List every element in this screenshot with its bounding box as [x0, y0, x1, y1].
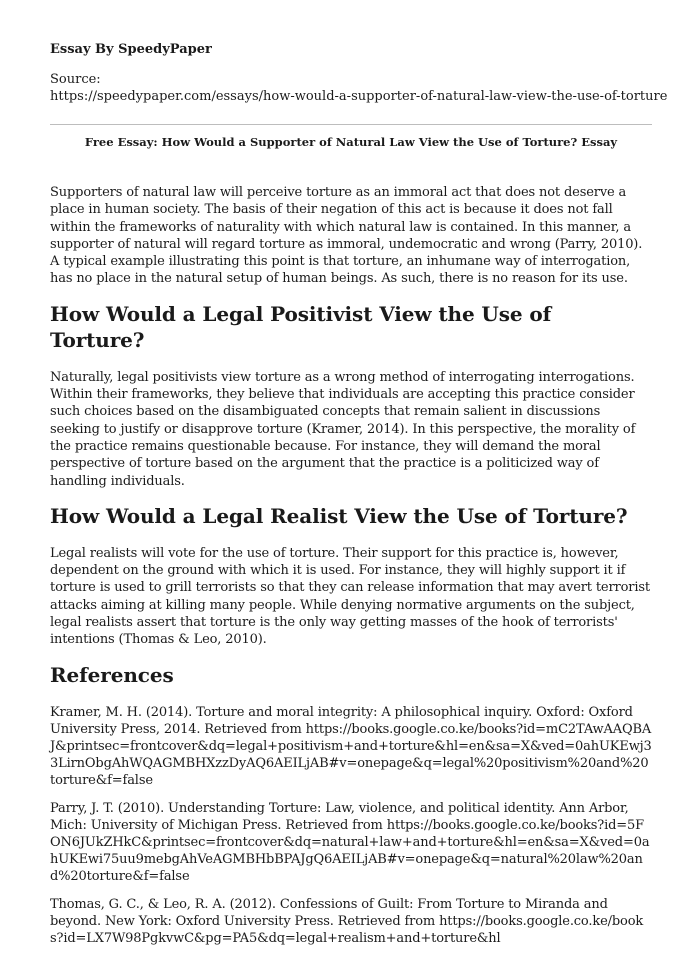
reference-citation: Parry, J. T. (2010). Understanding Torture: Law, violence, and political identity. Ann Arbor, Mich: University of Michigan Press. Retrieved from: [50, 800, 629, 833]
reference-citation: Thomas, G. C., & Leo, R. A. (2012). Confessions of Guilt: From Torture to Miranda and beyond. New York: Oxford University Press. Retrieved from: [50, 896, 608, 929]
reference-url[interactable]: https://books.google.co.ke/books?id=5FON6JUkZHkC&printsec=frontcover&dq=natural+law+and+torture&hl=en&sa=X&ved=0ahUKEwi75uu9mebgAhVeAGMBHbBPAJgQ6AEILjAB#v=onepage&q=natural%20law%20and%20torture&f=false: [50, 817, 650, 884]
header-divider: [50, 124, 652, 125]
section-paragraph-positivist: Naturally, legal positivists view torture as a wrong method of interrogating interrogations. Within their frameworks, they believe that individuals are accepting this practice consider such choices based on the disambiguated concepts that remain salient in discussions seeking to justify or disapprove torture (Kramer, 2014). In this perspective, the morality of the practice remains questionable because. For instance, they will demand the moral perspective of torture based on the argument that the practice is a politicized way of handling individuals.: [50, 369, 636, 489]
reference-url[interactable]: https://books.google.co.ke/books?id=LX7W98PgkvwC&pg=PA5&dq=legal+realism+and+torture&hl: [50, 913, 644, 946]
section-paragraph-realist: Legal realists will vote for the use of torture. Their support for this practice is, however, dependent on the ground with which it is used. For instance, they will highly support it if torture is used to grill terrorists so that they can release information that may avert terrorist attacks aiming at killing many people. While denying normative arguments on the subject, legal realists assert that torture is the only way getting masses of the hook of terrorists' intentions (Thomas & Leo, 2010).: [50, 545, 650, 648]
reference-item: [50, 704, 652, 789]
section-heading-positivist: How Would a Legal Positivist View the Use of Torture?: [50, 301, 552, 352]
source-url[interactable]: https://speedypaper.com/essays/how-would-a-supporter-of-natural-law-view-the-use-of-torture: [50, 89, 668, 104]
reference-item: [50, 896, 652, 947]
section-heading-realist: How Would a Legal Realist View the Use of Torture?: [50, 503, 628, 528]
brand-title: Essay By SpeedyPaper: [50, 42, 212, 57]
reference-item: [50, 800, 652, 885]
reference-url[interactable]: https://books.google.co.ke/books?id=mC2TAwAAQBAJ&printsec=frontcover&dq=legal+positivism+and+torture&hl=en&sa=X&ved=0ahUKEwj33LirnObgAhWQAGMBHXzzDyAQ6AEILjAB#v=onepage&q=legal%20positivism%20and%20torture&f=false: [50, 721, 652, 788]
intro-paragraph: Supporters of natural law will perceive torture as an immoral act that does not deserve a place in human society. The basis of their negation of this act is because it does not fall within the frameworks of naturality with which natural law is contained. In this manner, a supporter of natural will regard torture as immoral, undemocratic and wrong (Parry, 2010). A typical example illustrating this point is that torture, an inhumane way of interrogation, has no place in the natural setup of human beings. As such, there is no reason for its use.: [50, 185, 643, 287]
essay-title: Free Essay: How Would a Supporter of Natural Law View the Use of Torture? Essay: [84, 135, 618, 149]
source-label: Source:: [50, 72, 101, 87]
references-heading: References: [50, 662, 174, 687]
essay-content: [50, 184, 652, 958]
reference-citation: Kramer, M. H. (2014). Torture and moral integrity: A philosophical inquiry. Oxford: Oxford University Press, 2014. Retrieved from: [50, 704, 633, 737]
